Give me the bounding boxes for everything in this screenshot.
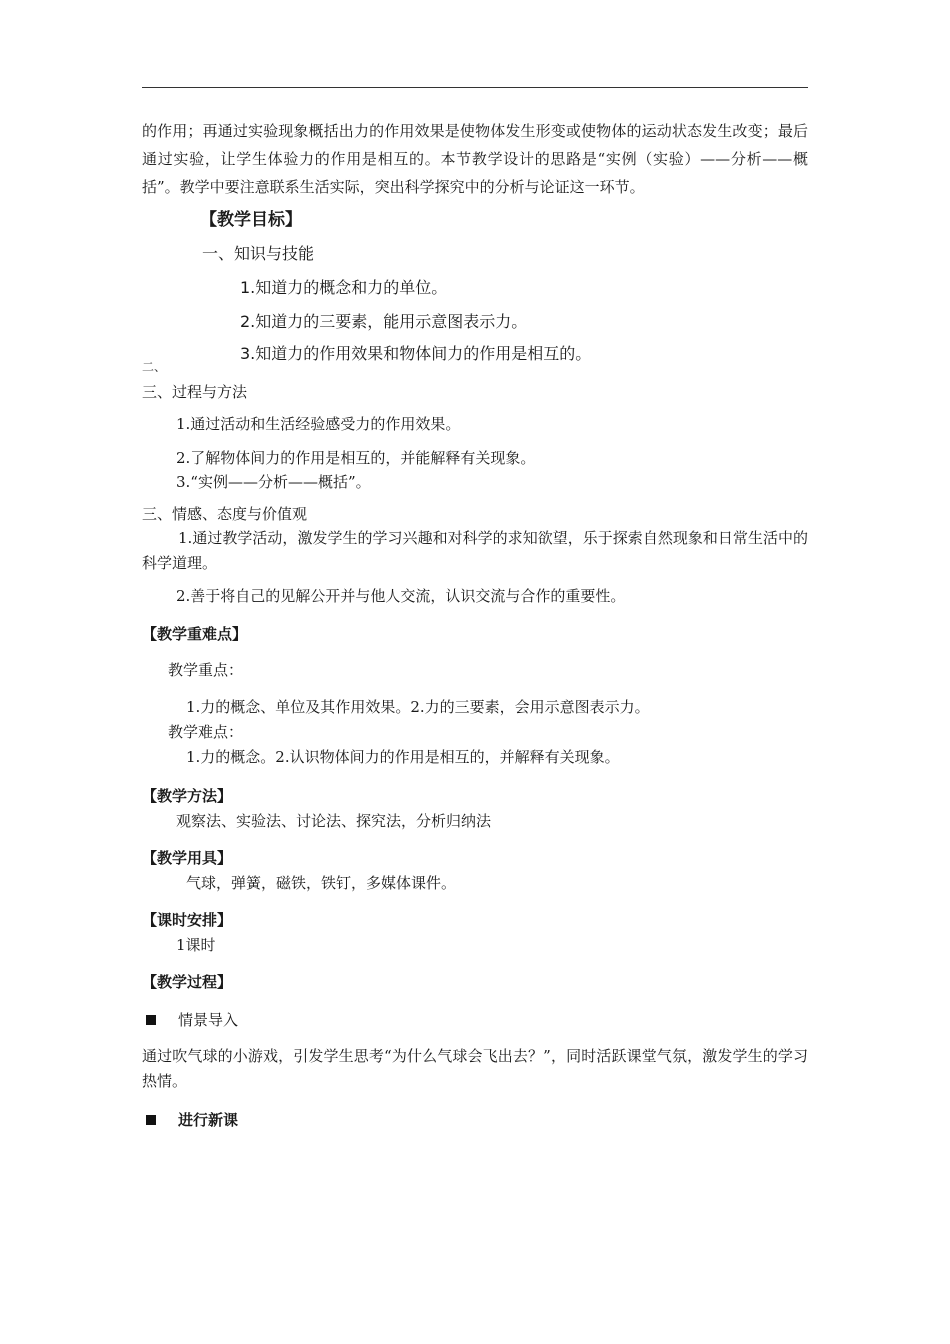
focus-text: 1.力的概念、单位及其作用效果。2.力的三要素，会用示意图表示力。: [186, 698, 650, 716]
header-rule: [142, 87, 808, 88]
attitude-item-2: 2.善于将自己的见解公开并与他人交流，认识交流与合作的重要性。: [176, 587, 626, 605]
knowledge-heading: 一、知识与技能: [202, 244, 315, 263]
methods-title: 【教学方法】: [142, 787, 233, 805]
tools-title: 【教学用具】: [142, 849, 233, 867]
key-points-title: 【教学重难点】: [142, 625, 248, 643]
methods-text: 观察法、实验法、讨论法、探究法，分析归纳法: [176, 812, 492, 830]
step1-label: 情景导入: [178, 1011, 239, 1029]
bullet-square-icon: [146, 1115, 156, 1125]
knowledge-item-2: 2.知道力的三要素，能用示意图表示力。: [240, 312, 528, 331]
process-section-title: 【教学过程】: [142, 973, 233, 991]
objectives-title: 【教学目标】: [200, 210, 302, 230]
bullet-square-icon: [146, 1015, 156, 1025]
process-item-2: 2.了解物体间力的作用是相互的，并能解释有关现象。: [176, 449, 536, 467]
process-heading: 三、过程与方法: [142, 383, 248, 401]
difficulty-text: 1.力的概念。2.认识物体间力的作用是相互的，并解释有关现象。: [186, 748, 620, 766]
schedule-title: 【课时安排】: [142, 911, 233, 929]
focus-label: 教学重点：: [168, 661, 244, 679]
schedule-text: 1课时: [176, 936, 216, 954]
step2-label: 进行新课: [178, 1111, 239, 1129]
step2-row: [146, 1110, 238, 1130]
intro-paragraph: 的作用；再通过实验现象概括出力的作用效果是使物体发生形变或使物体的运动状态发生改变；最后通过实验，让学生体验力的作用是相互的。本节教学设计的思路是“实例（实验）——分析——概括”。教学中要注意联系生活实际，突出科学探究中的分析与论证这一环节。: [142, 122, 808, 196]
knowledge-item-1: 1.知道力的概念和力的单位。: [240, 278, 448, 297]
step1-row: [146, 1010, 238, 1030]
tools-text: 气球，弹簧，磁铁，铁钉，多媒体课件。: [186, 874, 457, 892]
process-item-3: 3.“实例——分析——概括”。: [176, 473, 371, 491]
attitude-heading: 三、情感、态度与价值观: [142, 505, 308, 523]
knowledge-item-3: 3.知道力的作用效果和物体间力的作用是相互的。: [240, 344, 592, 363]
difficulty-label: 教学难点：: [168, 723, 244, 741]
process-item-1: 1.通过活动和生活经验感受力的作用效果。: [176, 415, 461, 433]
step1-paragraph: 通过吹气球的小游戏，引发学生思考“为什么气球会飞出去？”，同时活跃课堂气氛，激发学生的学习热情。: [142, 1047, 808, 1090]
attitude-item-1: 1.通过教学活动，激发学生的学习兴趣和对科学的求知欲望，乐于探索自然现象和日常生活中的科学道理。: [142, 529, 808, 572]
stray-marker: 二、: [142, 360, 167, 374]
